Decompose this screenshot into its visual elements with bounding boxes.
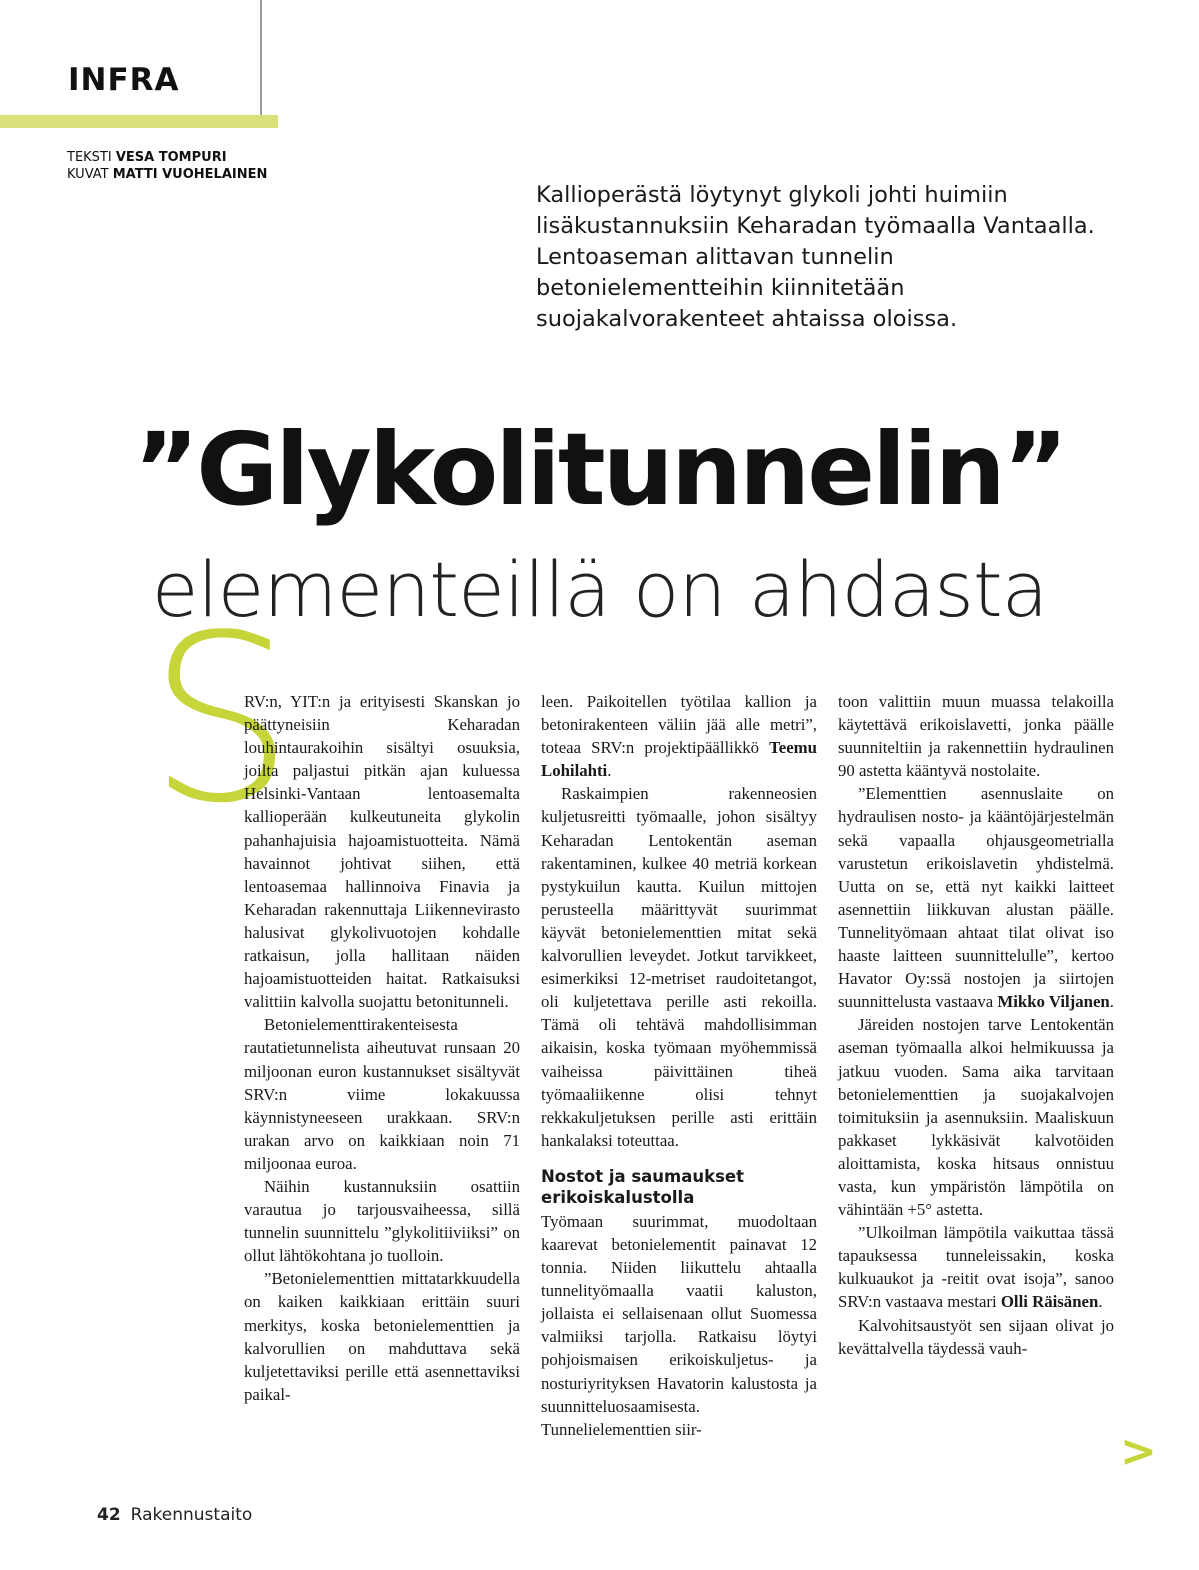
- paragraph: ”Elementtien asennuslaite on hydraulisen nosto- ja kääntöjärjestelmän sekä vapaalla ohjausgeometrialla varustetun erikoislavetin yhdistelmä. Uutta on se, että nyt kaikki laitteet asennettiin liikkuvan alustan päälle. Tunnelityömaan ahtaat tilat olivat iso haaste laitteen suunnittelulle”, kertoo Havator Oy:ssä nostojen ja siirtojen suunnittelusta vastaava Mikko Viljanen.: [838, 784, 1114, 1012]
- vertical-rule: [260, 0, 262, 115]
- paragraph: Kalvohitsaustyöt sen sijaan olivat jo kevättalvella täydessä vauh-: [838, 1315, 1114, 1358]
- accent-bar: [0, 115, 278, 128]
- article-column-2: [541, 690, 817, 1441]
- publication-name: Rakennustaito: [130, 1505, 253, 1525]
- continue-arrow-icon: >: [1120, 1426, 1157, 1477]
- paragraph: toon valittiin muun muassa telakoilla käytettävä erikoislavetti, jonka päälle suunniteltiin ja rakennettiin hydraulinen 90 astetta kääntyvä nostolaite.: [838, 692, 1114, 781]
- subheading: Nostot ja saumaukset erikoiskalustolla: [541, 1166, 745, 1207]
- person-name: Olli Räisänen: [1000, 1292, 1099, 1312]
- photo-credit: KUVAT MATTI VUOHELAINEN: [67, 167, 268, 182]
- headline: ”Glykolitunnelin”: [133, 411, 1066, 528]
- person-name: Mikko Viljanen: [997, 992, 1110, 1012]
- paragraph: ”Ulkoilman lämpötila vaikuttaa tässä tapauksessa tunneleissakin, koska kulkuaukot ja -reitit ovat isoja”, sanoo SRV:n vastaava mestari Olli Räisänen.: [838, 1223, 1114, 1312]
- paragraph: Näihin kustannuksiin osattiin varautua jo tarjousvaiheessa, sillä tunnelin suunnittelu ”glykolitiiviiksi” on ollut lähtökohtana jo tuolloin.: [244, 1176, 520, 1266]
- section-label: INFRA: [68, 62, 180, 98]
- article-column-1: [244, 690, 520, 1406]
- text-credit: TEKSTI VESA TOMPURI: [67, 150, 227, 165]
- drop-cap: S: [148, 587, 294, 854]
- folio: [97, 1505, 252, 1525]
- lede: Kallioperästä löytynyt glykoli johti huimiin lisäkustannuksiin Keharadan työmaalla Vantaalla. Lentoaseman alittavan tunnelin betonielementteihin kiinnitetään suojakalvorakenteet ahtaissa oloissa.: [536, 182, 1095, 332]
- person-name: Teemu Lohilahti: [541, 738, 817, 781]
- paragraph: RV:n, YIT:n ja erityisesti Skanskan jo päättyneisiin Keharadan louhintaurakoihin sisältyi osuuksia, joilta paljastui pitkän ajan kuluessa Helsinki-Vantaan lentoasemalta kallioperään kulkeutuneita glykolin pahanhajuisia hajoamistuotteita. Nämä havainnot johtivat siihen, että lentoasemaa hallinnoiva Finavia ja Keharadan rakennuttaja Liikennevirasto halusivat glykolivuotojen kohdalle ratkaisun, jolla hallitaan näiden hajoamistuotteiden haitat. Ratkaisuksi valittiin kalvolla suojattu betonitunneli.: [244, 692, 520, 1012]
- paragraph: ”Betonielementtien mittatarkkuudella on kaiken kaikkiaan erittäin suuri merkitys, koska betonielementtien ja kalvorullien on mahduttava sekä kuljetettaviksi perille että asennettaviksi paikal-: [244, 1269, 520, 1404]
- paragraph: leen. Paikoitellen työtilaa kallion ja betonirakenteen väliin jää alle metri”, toteaa SRV:n projektipäällikkö Teemu Lohilahti.: [541, 692, 817, 781]
- subhead: elementeillä on ahdasta: [151, 545, 1048, 634]
- paragraph: Betonielementtirakenteisesta rautatietunnelista aiheutuvat runsaan 20 miljoonan euron kustannukset sisältyvät SRV:n viime lokakuussa käynnistyneeseen urakkaan. SRV:n urakan arvo on kaikkiaan noin 71 miljoonaa euroa.: [244, 1015, 520, 1173]
- article-column-3: [838, 690, 1114, 1360]
- paragraph: Järeiden nostojen tarve Lentokentän aseman työmaalla alkoi helmikuussa ja jatkuu vuoden. Sama aika tarvitaan betonielementtien ja suojakalvojen toimituksiin ja asennuksiin. Maaliskuun pakkaset lykkäsivät kalvotöiden aloittamista, koska hitsaus onnistuu vasta, kun ympäristön lämpötila on vähintään +5° astetta.: [838, 1015, 1114, 1220]
- paragraph: Raskaimpien rakenneosien kuljetusreitti työmaalle, johon sisältyy Keharadan Lentokentän aseman rakentaminen, kulkee 40 metriä korkean pystykuilun kautta. Kuilun mittojen perusteella määrittyvät suurimmat käyvät betonielementtien mitat sekä kalvorullien leveydet. Jotkut tarvikkeet, esimerkiksi 12-metriset raudoitetangot, oli kuljetettava perille asti rekoilla. Tämä oli tehtävä mahdollisimman aikaisin, koska työmaan myöhemmissä vaiheissa päivittäinen tiheä työmaaliikenne olisi tehnyt rekkakuljetuksen perille asti erittäin hankalaksi toteuttaa.: [541, 784, 817, 1150]
- credits: [67, 149, 267, 183]
- paragraph: Työmaan suurimmat, muodoltaan kaarevat betonielementit painavat 12 tonnia. Niiden liikuttelu ahtaalla tunnelityömaalla vaatii kaluston, jollaista ei sellaisenaan ollut Suomessa valmiiksi tarjolla. Ratkaisu löytyi pohjoismaisen erikoiskuljetus- ja nosturiyrityksen Havatorin kalustosta ja suunnitteluosaamisesta. Tunnelielementtien siir-: [541, 1211, 817, 1439]
- page-number: 42: [97, 1505, 121, 1525]
